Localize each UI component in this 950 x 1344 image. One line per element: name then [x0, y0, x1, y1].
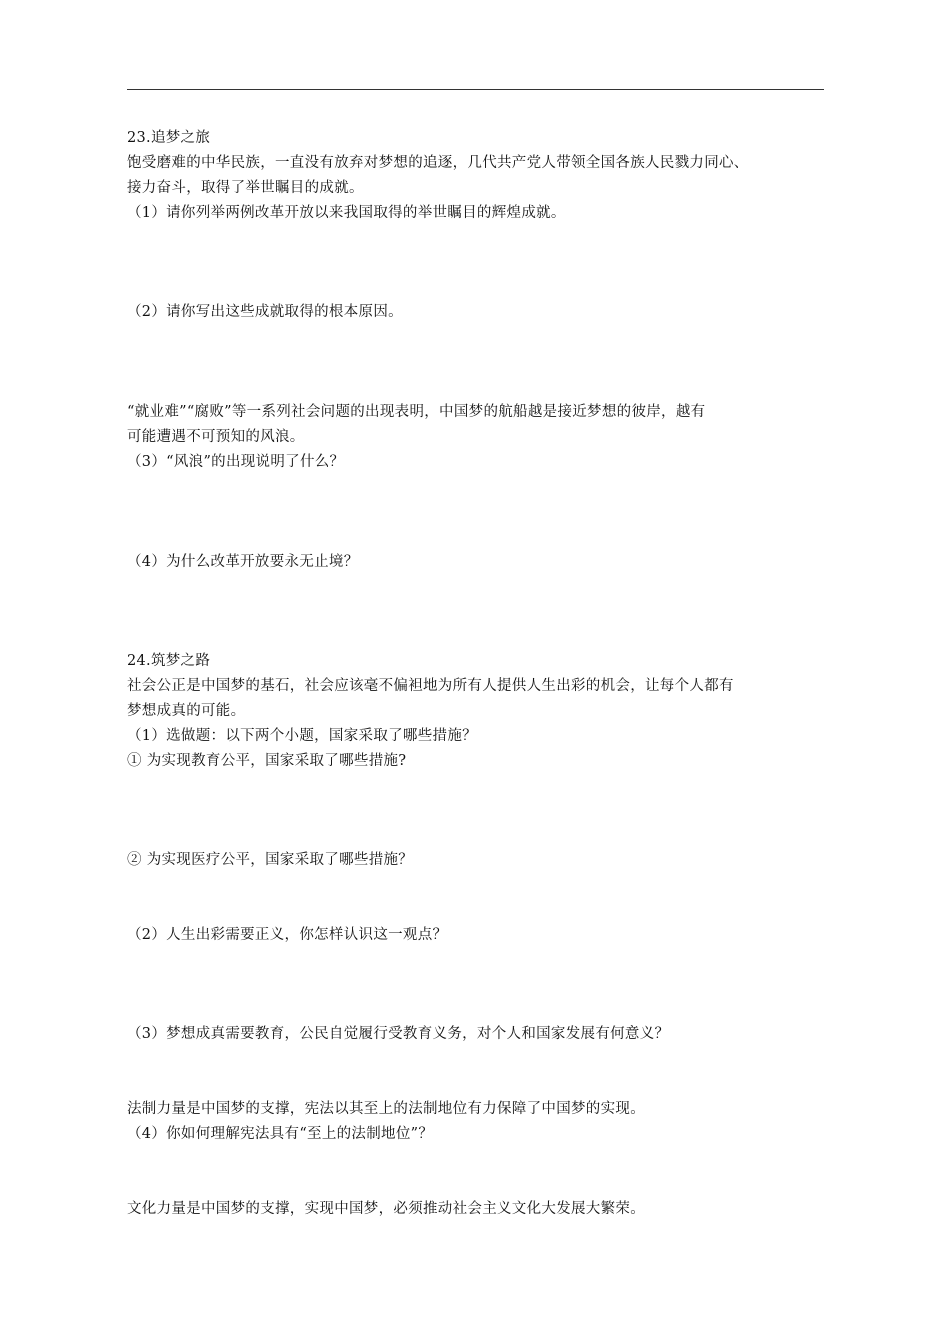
q24-sub2: （2）人生出彩需要正义，你怎样认识这一观点？: [127, 927, 448, 943]
q23-title: 23.追梦之旅: [127, 130, 211, 146]
q24-para-law: 法制力量是中国梦的支撑，宪法以其至上的法制地位有力保障了中国梦的实现。: [127, 1101, 645, 1117]
q24-option2: ② 为实现医疗公平，国家采取了哪些措施？: [127, 852, 414, 868]
q24-intro-line1: 社会公正是中国梦的基石，社会应该毫不偏袒地为所有人提供人生出彩的机会，让每个人都有: [127, 678, 734, 694]
q24-option1: ① 为实现教育公平，国家采取了哪些措施?: [127, 753, 407, 769]
q23-sub3: （3）“风浪”的出现说明了什么？: [127, 454, 345, 470]
q24-intro-line2: 梦想成真的可能。: [127, 703, 246, 719]
header-rule: [127, 89, 824, 90]
q24-sub1: （1）选做题：以下两个小题，国家采取了哪些措施？: [127, 728, 477, 744]
q24-sub4: （4）你如何理解宪法具有“至上的法制地位”？: [127, 1126, 434, 1142]
q23-sub4: （4）为什么改革开放要永无止境？: [127, 554, 359, 570]
q24-sub3: （3）梦想成真需要教育，公民自觉履行受教育义务，对个人和国家发展有何意义？: [127, 1026, 670, 1042]
q23-sub2: （2）请你写出这些成就取得的根本原因。: [127, 304, 403, 320]
q24-title: 24.筑梦之路: [127, 653, 211, 669]
q23-para2-line2: 可能遭遇不可预知的风浪。: [127, 429, 305, 445]
q23-intro-line2: 接力奋斗，取得了举世瞩目的成就。: [127, 180, 364, 196]
q23-sub1: （1）请你列举两例改革开放以来我国取得的举世瞩目的辉煌成就。: [127, 205, 566, 221]
q24-para-culture: 文化力量是中国梦的支撑，实现中国梦，必须推动社会主义文化大发展大繁荣。: [127, 1201, 645, 1217]
q23-para2-line1: “就业难”“腐败”等一系列社会问题的出现表明，中国梦的航船越是接近梦想的彼岸，越有: [127, 404, 706, 420]
q23-intro-line1: 饱受磨难的中华民族，一直没有放弃对梦想的追逐，几代共产党人带领全国各族人民戮力同心、: [127, 155, 749, 171]
